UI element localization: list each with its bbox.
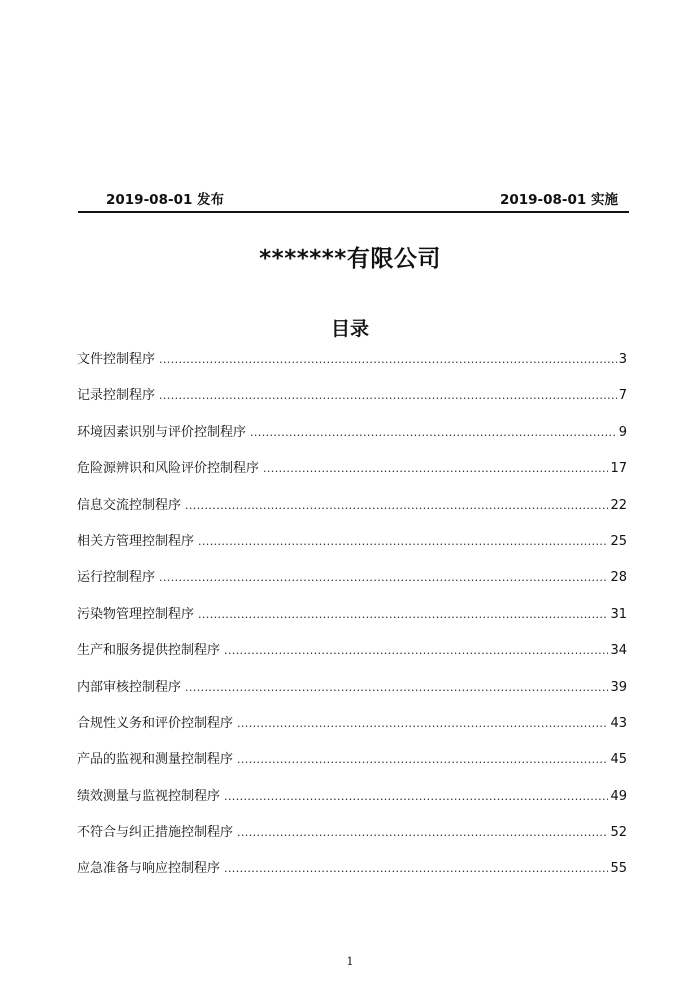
toc-item-label: 环境因素识别与评价控制程序 bbox=[77, 424, 247, 440]
toc-item-page: 49 bbox=[610, 788, 627, 804]
toc-item[interactable] bbox=[77, 823, 627, 859]
dot-leader bbox=[263, 459, 608, 479]
toc-item-label: 记录控制程序 bbox=[77, 388, 156, 404]
toc-item[interactable] bbox=[77, 714, 627, 750]
toc-item-label: 不符合与纠正措施控制程序 bbox=[77, 825, 234, 841]
toc-item[interactable] bbox=[77, 350, 627, 386]
dot-leader bbox=[198, 605, 608, 625]
toc-item-page: 9 bbox=[618, 424, 627, 440]
toc-item[interactable] bbox=[77, 423, 627, 459]
toc-item-page: 22 bbox=[610, 497, 627, 513]
dot-leader bbox=[185, 496, 608, 516]
toc-item[interactable] bbox=[77, 496, 627, 532]
toc-item[interactable] bbox=[77, 787, 627, 823]
dot-leader bbox=[159, 386, 617, 406]
toc-item-page: 3 bbox=[618, 352, 627, 367]
dot-leader bbox=[237, 750, 608, 770]
dot-leader bbox=[237, 823, 608, 843]
table-of-contents bbox=[77, 350, 627, 896]
toc-item-page: 45 bbox=[610, 752, 627, 768]
toc-title: 目录 bbox=[330, 318, 369, 340]
toc-item[interactable] bbox=[77, 750, 627, 786]
toc-item[interactable] bbox=[77, 386, 627, 422]
dot-leader bbox=[224, 641, 608, 661]
toc-item-page: 28 bbox=[610, 570, 627, 586]
dot-leader bbox=[185, 678, 608, 698]
company-name: *******有限公司 bbox=[259, 246, 441, 272]
toc-item-label: 产品的监视和测量控制程序 bbox=[77, 752, 234, 768]
document-header bbox=[78, 184, 628, 208]
toc-item-label: 内部审核控制程序 bbox=[77, 679, 182, 695]
toc-item[interactable] bbox=[77, 568, 627, 604]
toc-item-page: 7 bbox=[618, 388, 627, 404]
dot-leader bbox=[237, 714, 608, 734]
toc-item-page: 52 bbox=[610, 825, 627, 841]
dot-leader bbox=[224, 859, 608, 879]
toc-item-label: 危险源辨识和风险评价控制程序 bbox=[77, 461, 260, 477]
toc-item-page: 55 bbox=[610, 861, 627, 877]
dot-leader bbox=[159, 568, 608, 588]
dot-leader bbox=[159, 350, 617, 370]
toc-item-label: 文件控制程序 bbox=[77, 352, 156, 367]
toc-item-label: 合规性义务和评价控制程序 bbox=[77, 715, 234, 731]
page-number: 1 bbox=[346, 955, 354, 968]
header-divider bbox=[78, 211, 629, 213]
toc-item-page: 43 bbox=[610, 715, 627, 731]
publish-date: 2019-08-01 发布 bbox=[106, 192, 225, 208]
toc-item-page: 17 bbox=[610, 461, 627, 477]
toc-item[interactable] bbox=[77, 459, 627, 495]
toc-item-label: 运行控制程序 bbox=[77, 570, 156, 586]
toc-item-page: 25 bbox=[610, 533, 627, 549]
toc-item[interactable] bbox=[77, 532, 627, 568]
dot-leader bbox=[224, 787, 608, 807]
implement-date: 2019-08-01 实施 bbox=[499, 192, 618, 208]
dot-leader bbox=[198, 532, 608, 552]
toc-item[interactable] bbox=[77, 678, 627, 714]
toc-item-label: 应急准备与响应控制程序 bbox=[77, 861, 221, 877]
toc-item-label: 绩效测量与监视控制程序 bbox=[77, 788, 221, 804]
toc-item-label: 生产和服务提供控制程序 bbox=[77, 643, 221, 659]
dot-leader bbox=[250, 423, 617, 443]
toc-item[interactable] bbox=[77, 605, 627, 641]
toc-item-page: 34 bbox=[610, 643, 627, 659]
toc-item[interactable] bbox=[77, 859, 627, 895]
toc-item-page: 39 bbox=[610, 679, 627, 695]
toc-item[interactable] bbox=[77, 641, 627, 677]
toc-item-label: 污染物管理控制程序 bbox=[77, 606, 195, 622]
toc-item-page: 31 bbox=[610, 606, 627, 622]
toc-item-label: 信息交流控制程序 bbox=[77, 497, 182, 513]
toc-item-label: 相关方管理控制程序 bbox=[77, 533, 195, 549]
